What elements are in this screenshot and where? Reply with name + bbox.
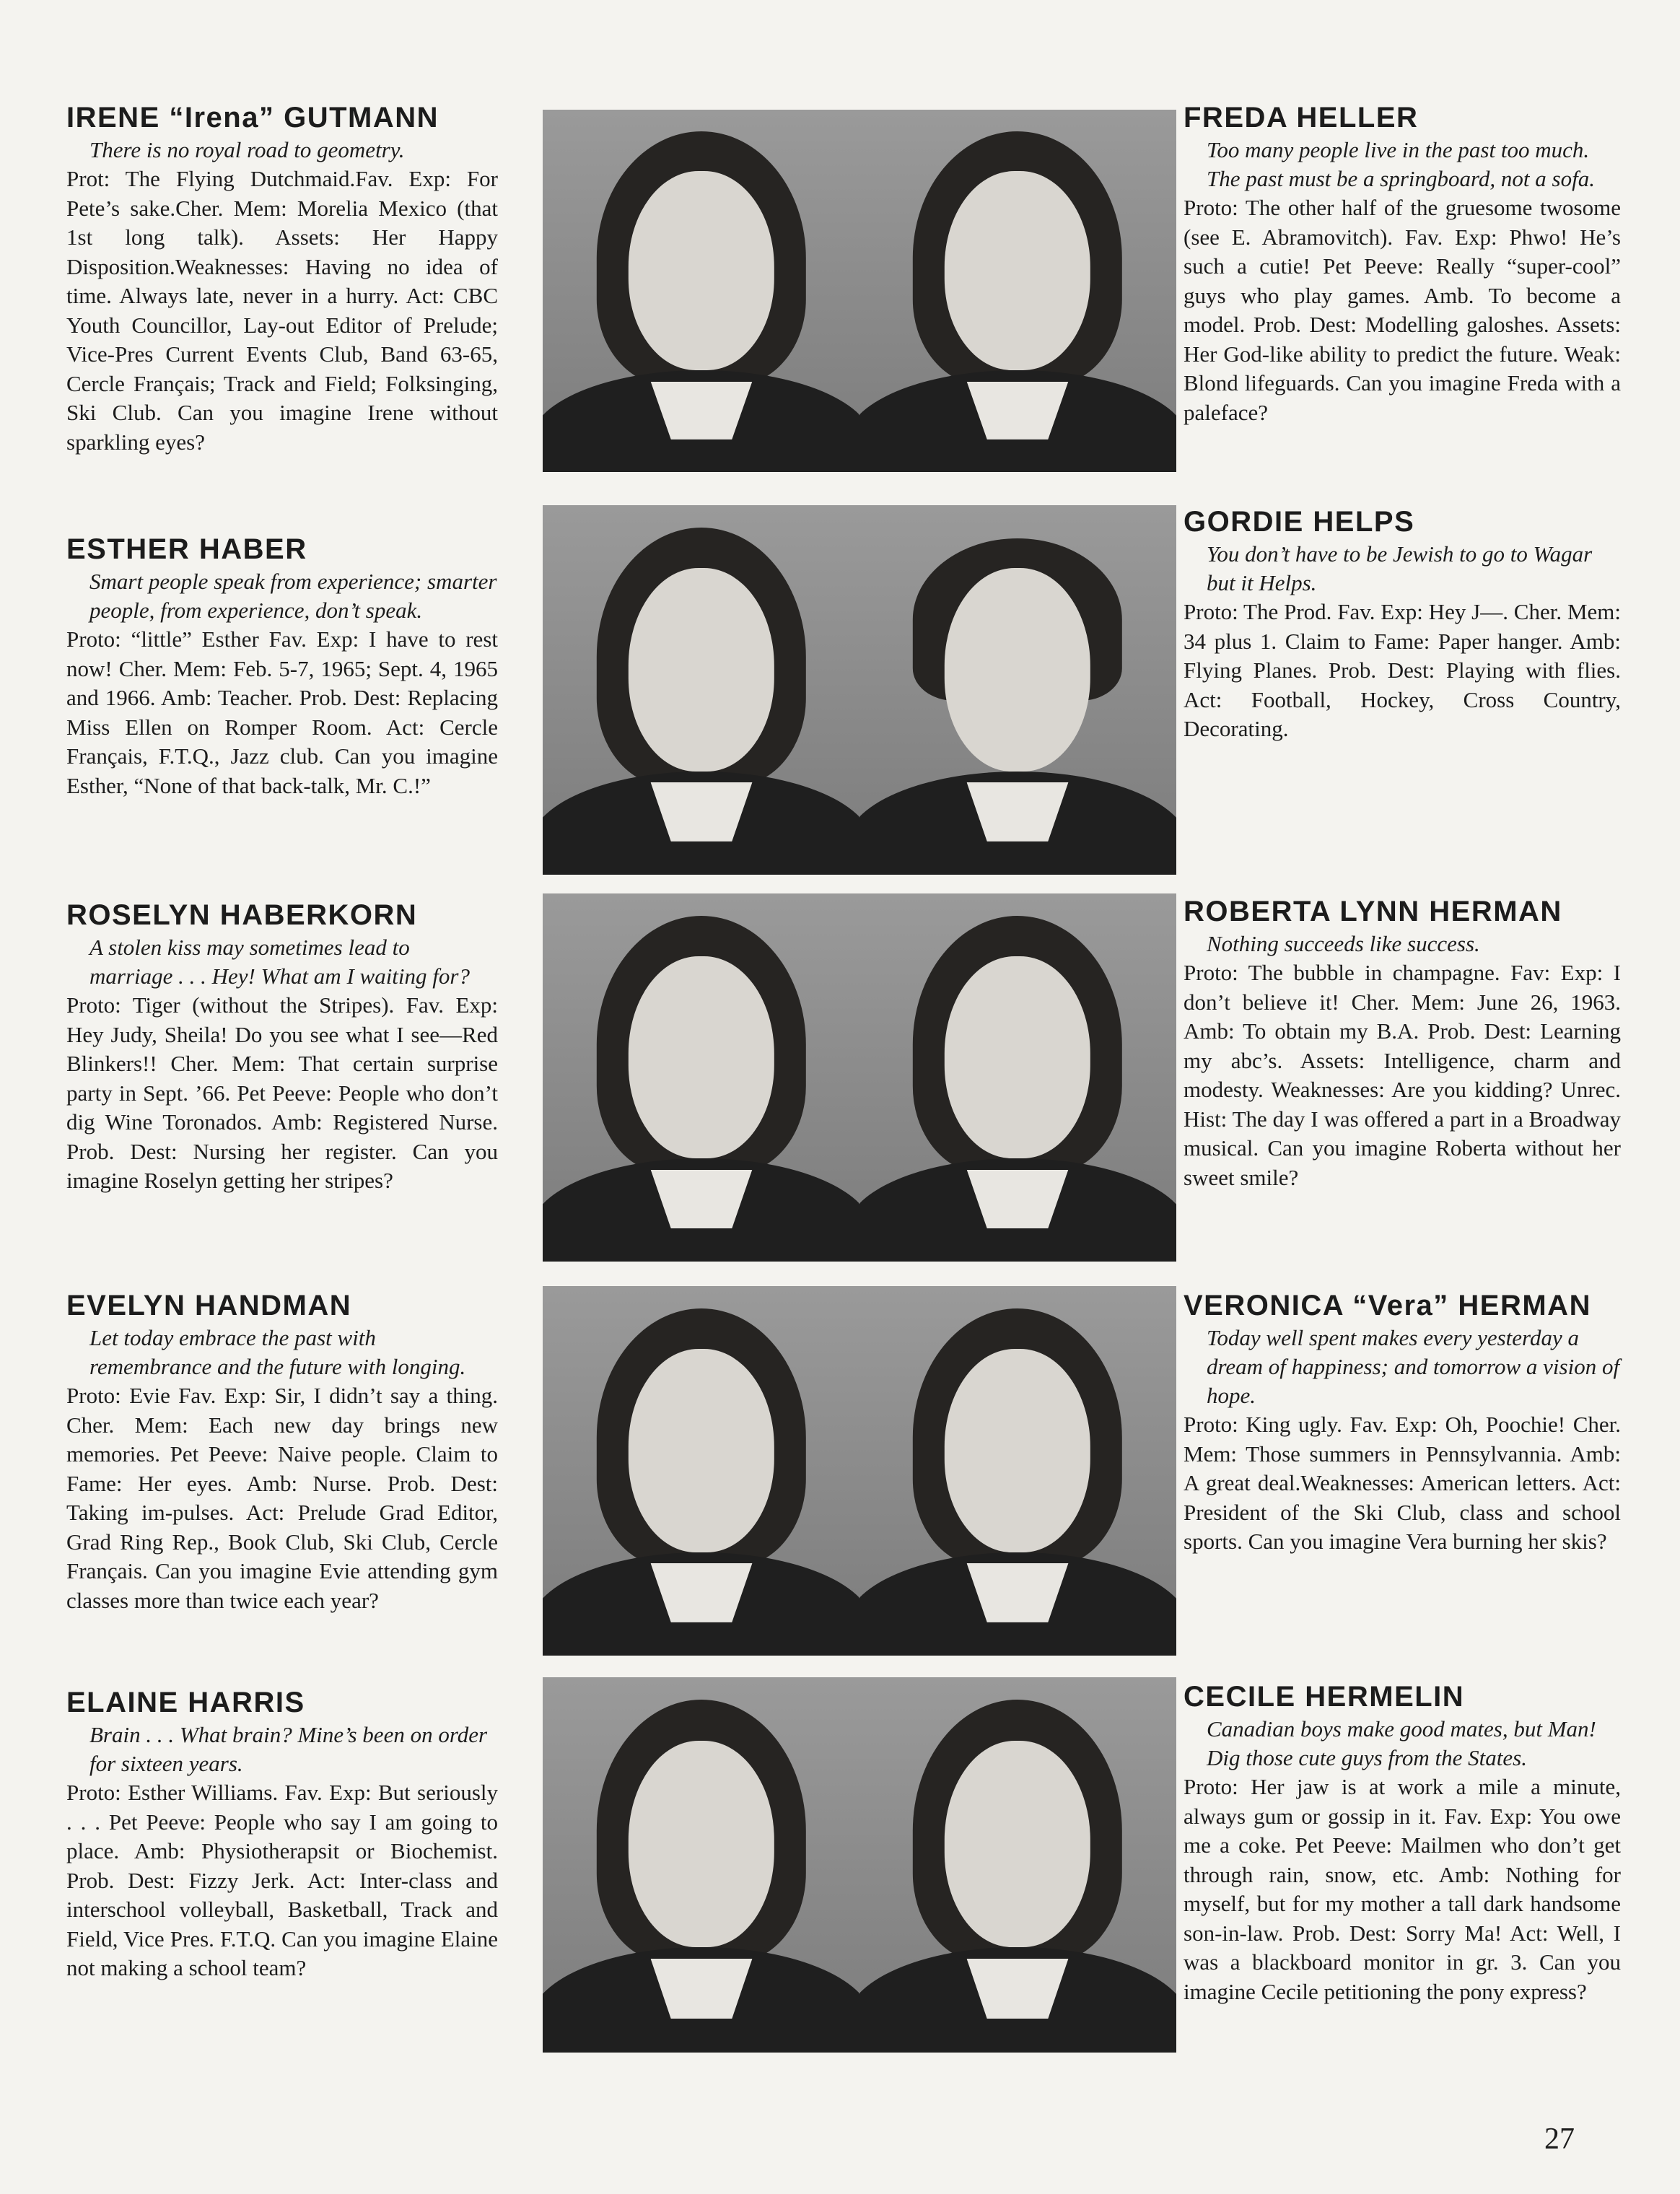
- entry-veronica-herman: [1184, 1289, 1621, 1557]
- entry-body: Proto: King ugly. Fav. Exp: Oh, Poochie! Cher. Mem: Those summers in Pennsylvannia. Amb: A great deal.Weaknesses: American letters. Act: President of the Ski Club, class and school sports. Can you imagine Vera burning her skis?: [1184, 1412, 1621, 1554]
- entry-name: EVELYN HANDMAN: [66, 1290, 352, 1321]
- entry-name: IRENE “Irena” GUTMANN: [66, 102, 439, 134]
- entry-quote: Nothing succeeds like success.: [1207, 931, 1480, 956]
- entry-name: VERONICA “Vera” HERMAN: [1184, 1290, 1591, 1321]
- portrait-photo-esther-haber: [543, 505, 860, 875]
- entry-body: Proto: Esther Williams. Fav. Exp: But seriously . . . Pet Peeve: People who say I am going to place. Amb: Physiotherapsit or Biochemist. Prob. Dest: Fizzy Jerk. Act: Inter-class and interschool volleyball, Basketball, Track and Field, Vice Pres. F.T.Q. Can you imagine Elaine not making a school team?: [66, 1780, 498, 1980]
- entry-body: Proto: The bubble in champagne. Fav: Exp: I don’t believe it! Cher. Mem: June 26, 1963. Amb: To obtain my B.A. Prob. Dest: Learning my abc’s. Assets: Intelligence, charm and modesty. Weaknesses: Are you kidding? Unrec. Hist: The day I was offered a part in a Broadway musical. Can you imagine Roberta without her sweet smile?: [1184, 960, 1621, 1190]
- portrait-photo-irene-gutmann: [543, 110, 860, 472]
- entry-name: ROSELYN HABERKORN: [66, 899, 418, 931]
- entry-body: Proto: Tiger (without the Stripes). Fav. Exp: Hey Judy, Sheila! Do you see what I see—Red Blinkers!! Cher. Mem: That certain surprise party in Sept. ’66. Pet Peeve: People who don’t dig Wine Toronados. Amb: Registered Nurse. Prob. Dest: Nursing her register. Can you imagine Roselyn getting her stripes?: [66, 992, 498, 1193]
- entry-name: ROBERTA LYNN HERMAN: [1184, 896, 1562, 927]
- portrait-photo-elaine-harris: [543, 1677, 860, 2053]
- entry-quote: Smart people speak from experience; smarter people, from experience, don’t speak.: [89, 569, 497, 623]
- portrait-photo-freda-heller: [859, 110, 1176, 472]
- entry-body: Proto: Her jaw is at work a mile a minute, always gum or gossip in it. Fav. Exp: You owe me a coke. Pet Peeve: Mailmen who don’t get through rain, snow, etc. Amb: Nothing for myself, but for my mother a tall dark handsome son-in-law. Prob. Dest: Sorry Ma! Act: Well, I was a blackboard monitor in gr. 3. Can you imagine Cecile petitioning the pony express?: [1184, 1774, 1621, 2004]
- entry-quote: Canadian boys make good mates, but Man! Dig those cute guys from the States.: [1207, 1716, 1596, 1770]
- portrait-photo-cecile-hermelin: [859, 1677, 1176, 2053]
- entry-roselyn-haberkorn: [66, 899, 498, 1196]
- entry-irene-gutmann: [66, 101, 498, 457]
- entry-body: Proto: The Prod. Fav. Exp: Hey J—. Cher. Mem: 34 plus 1. Claim to Fame: Paper hanger. Amb: Flying Planes. Prob. Dest: Playing with flies. Act: Football, Hockey, Cross Country, Decorating.: [1184, 599, 1621, 741]
- entry-quote: Brain . . . What brain? Mine’s been on order for sixteen years.: [89, 1722, 488, 1776]
- entry-evelyn-handman: [66, 1289, 498, 1615]
- entry-quote: Let today embrace the past with remembrance and the future with longing.: [89, 1325, 466, 1379]
- entry-esther-haber: [66, 533, 498, 800]
- entry-gordie-helps: [1184, 505, 1621, 744]
- entry-name: FREDA HELLER: [1184, 102, 1419, 134]
- entry-body: Proto: Evie Fav. Exp: Sir, I didn’t say a thing. Cher. Mem: Each new day brings new memories. Pet Peeve: Naive people. Claim to Fame: Her eyes. Amb: Nurse. Prob. Dest: Taking im-pulses. Act: Prelude Grad Editor, Grad Ring Rep., Book Club, Ski Club, Cercle Français. Can you imagine Evie attending gym classes more than twice each year?: [66, 1383, 498, 1613]
- entry-name: CECILE HERMELIN: [1184, 1681, 1465, 1713]
- entry-body: Prot: The Flying Dutchmaid.Fav. Exp: For Pete’s sake.Cher. Mem: Morelia Mexico (that 1st long talk). Assets: Her Happy Disposition.Weaknesses: Having no idea of time. Always late, never in a hurry. Act: CBC Youth Councillor, Lay-out Editor of Prelude; Vice-Pres Current Events Club, Band 63-65, Cercle Français; Track and Field; Folksinging, Ski Club. Can you imagine Irene without sparkling eyes?: [66, 166, 498, 455]
- entry-quote: There is no royal road to geometry.: [89, 137, 405, 162]
- entry-body: Proto: The other half of the gruesome twosome (see E. Abramovitch). Fav. Exp: Phwo! He’s such a cutie! Pet Peeve: Really “super-cool” guys who play games. Amb. To become a model. Prob. Dest: Modelling galoshes. Assets: Her God-like ability to predict the future. Weak: Blond lifeguards. Can you imagine Freda with a paleface?: [1184, 195, 1621, 425]
- entry-elaine-harris: [66, 1686, 498, 1983]
- portrait-photo-gordie-helps: [859, 505, 1176, 875]
- entry-name: ESTHER HABER: [66, 533, 307, 565]
- entry-quote: You don’t have to be Jewish to go to Wagar but it Helps.: [1207, 541, 1593, 595]
- entry-quote: Too many people live in the past too much. The past must be a springboard, not a sofa.: [1207, 137, 1595, 191]
- entry-body: Proto: “little” Esther Fav. Exp: I have to rest now! Cher. Mem: Feb. 5-7, 1965; Sept. 4, 1965 and 1966. Amb: Teacher. Prob. Dest: Replacing Miss Ellen on Romper Room. Act: Cercle Français, F.T.Q., Jazz club. Can you imagine Esther, “None of that back-talk, Mr. C.!”: [66, 626, 498, 798]
- portrait-photo-roselyn-haberkorn: [543, 893, 860, 1262]
- entry-roberta-lynn-herman: [1184, 895, 1621, 1192]
- entry-quote: Today well spent makes every yesterday a dream of happiness; and tomorrow a vision of hope.: [1207, 1325, 1620, 1408]
- entry-name: ELAINE HARRIS: [66, 1687, 305, 1718]
- portrait-photo-roberta-herman: [859, 893, 1176, 1262]
- entry-freda-heller: [1184, 101, 1621, 427]
- portrait-photo-veronica-herman: [859, 1286, 1176, 1656]
- portrait-photo-evelyn-handman: [543, 1286, 860, 1656]
- entry-name: GORDIE HELPS: [1184, 506, 1415, 538]
- entry-cecile-hermelin: [1184, 1680, 1621, 2006]
- page-number: 27: [1544, 2123, 1575, 2156]
- entry-quote: A stolen kiss may sometimes lead to marriage . . . Hey! What am I waiting for?: [89, 935, 470, 989]
